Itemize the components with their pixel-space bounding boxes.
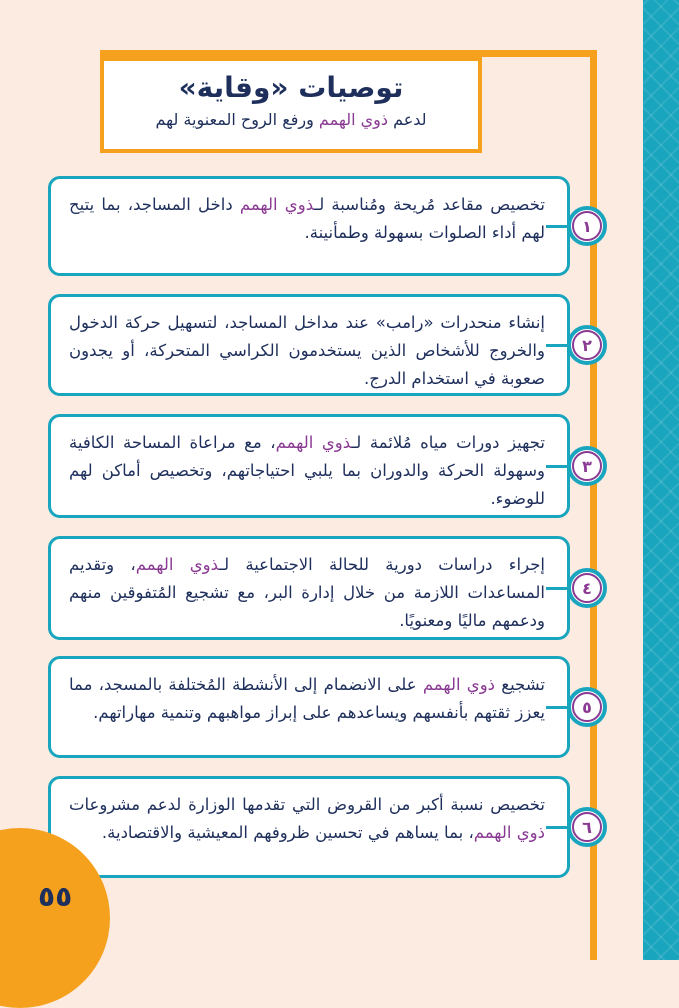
number-badge-3 (567, 446, 607, 486)
page-number: ٥٥ (38, 880, 73, 913)
card-text-end: ، وتقديم المساعدات اللازمة من خلال إدارة البر، مع تشجيع المُتفوقين منهم ودعمهم ماليًا ومعنويًا. (69, 555, 545, 630)
number-label: ٦ (572, 812, 602, 842)
number-badge-2 (567, 325, 607, 365)
timeline-top-bar (100, 50, 597, 57)
number-badge-6 (567, 807, 607, 847)
recommendation-card-1 (48, 176, 570, 276)
number-label: ١ (572, 211, 602, 241)
recommendation-card-2 (48, 294, 570, 396)
card-text: تجهيز دورات مياه مُلائمة لـ (351, 433, 545, 452)
card-highlight: ذوي الهمم (239, 195, 315, 214)
card-text: تخصيص نسبة أكبر من القروض التي تقدمها الوزارة لدعم مشروعات (69, 795, 545, 814)
number-label: ٤ (572, 573, 602, 603)
number-label: ٣ (572, 451, 602, 481)
card-highlight: ذوي الهمم (135, 555, 220, 574)
subtitle-prefix: لدعم (387, 110, 427, 129)
card-text-end: داخل المساجد، بما يتيح لهم أداء الصلوات بسهولة وطمأنينة. (69, 195, 545, 242)
card-text-end: ، مع مراعاة المساحة الكافية وسهولة الحركة والدوران بما يلبي احتياجاتهم، وتخصيص أماكن لهم للوضوء. (69, 433, 545, 508)
subtitle-suffix: ورفع الروح المعنوية لهم (155, 110, 319, 129)
card-text: إنشاء منحدرات «رامب» عند مداخل المساجد، لتسهيل حركة الدخول والخروج للأشخاص الذين يستخدمون الكراسي المتحركة، أو يجدون صعوبة في استخدام الدرج. (69, 313, 545, 388)
page-subtitle (104, 110, 478, 129)
card-highlight: ذوي الهمم (275, 433, 352, 452)
recommendation-card-6 (48, 776, 570, 878)
number-badge-1 (567, 206, 607, 246)
recommendation-card-3 (48, 414, 570, 518)
subtitle-highlight: ذوي الهمم (318, 110, 388, 129)
card-highlight: ذوي الهمم (422, 675, 496, 694)
card-highlight: ذوي الهمم (473, 823, 545, 842)
title-box (100, 57, 482, 153)
number-badge-4 (567, 568, 607, 608)
card-text-end: ، بما يساهم في تحسين ظروفهم المعيشية والاقتصادية. (101, 823, 474, 842)
card-text-end: على الانضمام إلى الأنشطة المُختلفة بالمسجد، مما يعزز ثقتهم بأنفسهم ويساعدهم على إبراز مواهبهم وتنمية مهاراتهم. (69, 675, 545, 722)
number-label: ٥ (572, 692, 602, 722)
recommendation-card-5 (48, 656, 570, 758)
number-badge-5 (567, 687, 607, 727)
decorative-side-strip (643, 0, 679, 960)
card-text: تخصيص مقاعد مُريحة ومُناسبة لـ (314, 195, 545, 214)
card-text: تشجيع (495, 675, 546, 694)
number-label: ٢ (572, 330, 602, 360)
page-title: توصيات «وقاية» (178, 71, 404, 104)
card-text: إجراء دراسات دورية للحالة الاجتماعية لـ (219, 555, 546, 574)
recommendation-card-4 (48, 536, 570, 640)
